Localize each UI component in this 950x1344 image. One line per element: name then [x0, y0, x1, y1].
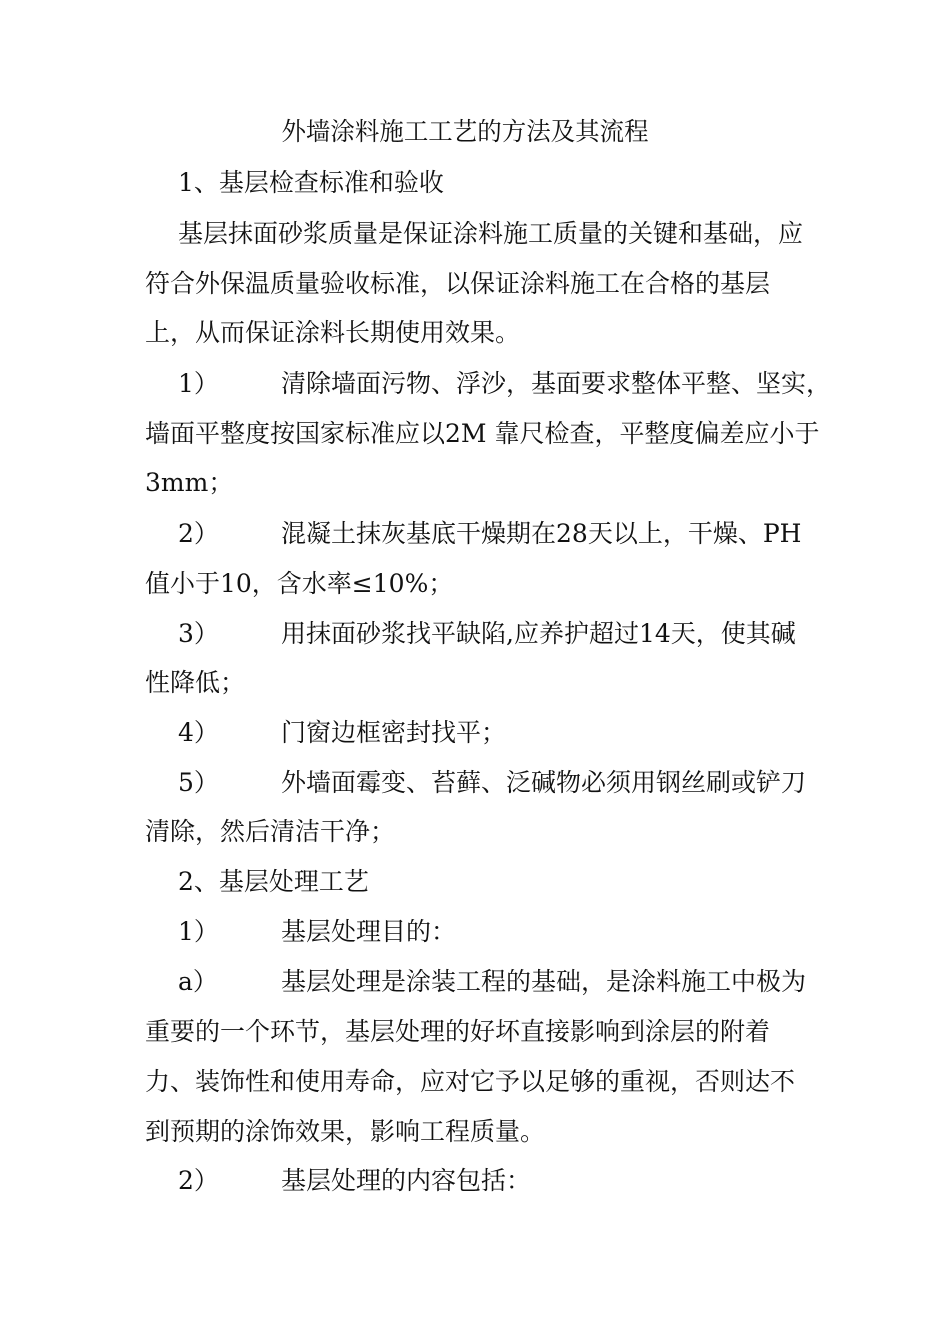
item-1-number: 1） — [178, 369, 219, 398]
item-4-line-1: 门窗边框密封找平； — [281, 718, 507, 747]
intro-line-1: 基层抹面砂浆质量是保证涂料施工质量的关键和基础，应 — [178, 219, 804, 248]
item-1-line-2: 墙面平整度按国家标准应以2M 靠尺检查，平整度偏差应小于 — [145, 419, 820, 448]
sub-a-line-1: 基层处理是涂装工程的基础，是涂料施工中极为 — [281, 967, 807, 996]
item-2-line-2: 值小于10，含水率≤10%； — [145, 569, 454, 598]
document-title: 外墙涂料施工工艺的方法及其流程 — [281, 117, 649, 146]
item-3-number: 3） — [178, 619, 219, 648]
item-1-line-3: 3mm； — [145, 468, 234, 497]
item-5-line-2: 清除，然后清洁干净； — [145, 817, 396, 846]
section-heading-2: 2、基层处理工艺 — [178, 867, 369, 896]
item-1-line-1: 清除墙面污物、浮沙，基面要求整体平整、坚实， — [281, 369, 832, 398]
item-2-number: 2） — [178, 519, 219, 548]
section-heading-1: 1、基层检查标准和验收 — [178, 168, 444, 197]
item-5-number: 5） — [178, 768, 219, 797]
sub-a-number: a） — [178, 967, 218, 996]
item-4-number: 4） — [178, 718, 219, 747]
sub-1-line-1: 基层处理目的： — [281, 917, 457, 946]
sub-a-line-2: 重要的一个环节，基层处理的好坏直接影响到涂层的附着 — [145, 1017, 771, 1046]
item-3-line-1: 用抹面砂浆找平缺陷,应养护超过14天，使其碱 — [281, 619, 796, 648]
sub-2-line-1: 基层处理的内容包括： — [281, 1166, 532, 1195]
item-5-line-1: 外墙面霉变、苔藓、泛碱物必须用钢丝刷或铲刀 — [281, 768, 807, 797]
sub-2-number: 2） — [178, 1166, 219, 1195]
intro-line-2: 符合外保温质量验收标准，以保证涂料施工在合格的基层 — [145, 269, 771, 298]
sub-a-line-4: 到预期的涂饰效果，影响工程质量。 — [145, 1117, 546, 1146]
item-3-line-2: 性降低； — [145, 668, 246, 697]
intro-line-3: 上，从而保证涂料长期使用效果。 — [145, 318, 521, 347]
sub-a-line-3: 力、装饰性和使用寿命，应对它予以足够的重视，否则达不 — [145, 1067, 796, 1096]
sub-1-number: 1） — [178, 917, 219, 946]
item-2-line-1: 混凝土抹灰基底干燥期在28天以上，干燥、PH — [281, 519, 802, 548]
